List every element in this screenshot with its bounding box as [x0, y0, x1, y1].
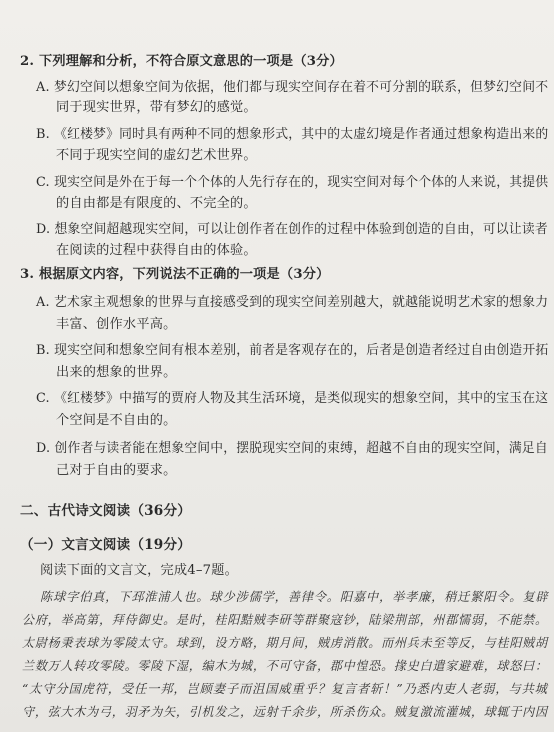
passage-line-6: 守，弦大木为弓，羽矛为矢，引机发之，远射千余步，所杀伤众。贼复激流灌城，球辄于内因 — [22, 704, 548, 719]
passage-line-1: 陈球字伯真，下邳淮浦人也。球少涉儒学，善律令。阳嘉中，举孝廉，稍迁繁阳令。复辟 — [40, 589, 549, 604]
q3-option-b-line2: 出来的想象的世界。 — [56, 365, 177, 380]
q3-option-c-line2: 个空间是不自由的。 — [56, 413, 177, 428]
q2-option-c-line2: 的自由都是有限度的、不完全的。 — [56, 196, 257, 211]
question-2-title: 2. 下列理解和分析，不符合原文意思的一项是（3分） — [20, 54, 343, 69]
q3-option-b-line1: B. 现实空间和想象空间有根本差别，前者是客观存在的，后者是创造者经过自由创造开拓 — [36, 343, 549, 358]
q2-option-c-line1: C. 现实空间是外在于每一个个体的人先行存在的，现实空间对每个个体的人来说，其提供 — [36, 175, 549, 190]
subsection-heading-classical-prose: （一）文言文阅读（19分） — [20, 537, 192, 553]
section-heading-classical-reading: 二、古代诗文阅读（36分） — [20, 503, 192, 519]
q2-option-b-line1: B. 《红楼梦》同时具有两种不同的想象形式，其中的太虚幻境是作者通过想象构造出来的 — [36, 127, 549, 142]
q3-option-d-line2: 己对于自由的要求。 — [56, 463, 177, 478]
q2-option-a-line2: 同于现实世界，带有梦幻的感觉。 — [56, 100, 257, 115]
q3-option-a-line2: 丰富、创作水平高。 — [56, 317, 177, 332]
reading-instruction: 阅读下面的文言文，完成4–7题。 — [40, 563, 239, 578]
q2-option-d-line1: D. 想象空间超越现实空间，可以让创作者在创作的过程中体验到创造的自由，可以让读者 — [36, 222, 548, 237]
q3-option-d-line1: D. 创作者与读者能在想象空间中，摆脱现实空间的束缚，超越不自由的现实空间，满足自 — [36, 441, 548, 456]
q2-option-d-line2: 在阅读的过程中获得自由的体验。 — [56, 243, 257, 258]
passage-line-2: 公府，举高第，拜侍御史。是时，桂阳黠贼李研等群聚寇钞，陆梁荆部，州郡懦弱，不能禁。 — [22, 612, 548, 627]
q3-option-c-line1: C. 《红楼梦》中描写的贾府人物及其生活环境，是类似现实的想象空间，其中的宝玉在这 — [36, 391, 549, 406]
passage-line-3: 太尉杨秉表球为零陵太守。球到，设方略，期月间，贼虏消散。而州兵未至等反，与桂阳贼胡 — [22, 635, 548, 650]
question-3-title: 3. 根据原文内容，下列说法不正确的一项是（3分） — [20, 267, 330, 282]
passage-line-4: 兰数万人转攻零陵。零陵下湿，编木为城，不可守备，郡中惶恐。掾史白遣家避难，球怒曰： — [22, 658, 548, 673]
q2-option-a-line1: A. 梦幻空间以想象空间为依据，他们都与现实空间存在着不可分割的联系，但梦幻空间不 — [36, 80, 549, 95]
passage-line-5: “太守分国虎符，受任一邦，岂顾妻子而沮国威重乎？复言者斩！”乃悉内吏人老弱，与共城 — [22, 681, 548, 696]
q2-option-b-line2: 不同于现实空间的虚幻艺术世界。 — [56, 148, 257, 163]
q3-option-a-line1: A. 艺术家主观想象的世界与直接感受到的现实空间差别越大，就越能说明艺术家的想象力 — [36, 295, 549, 310]
